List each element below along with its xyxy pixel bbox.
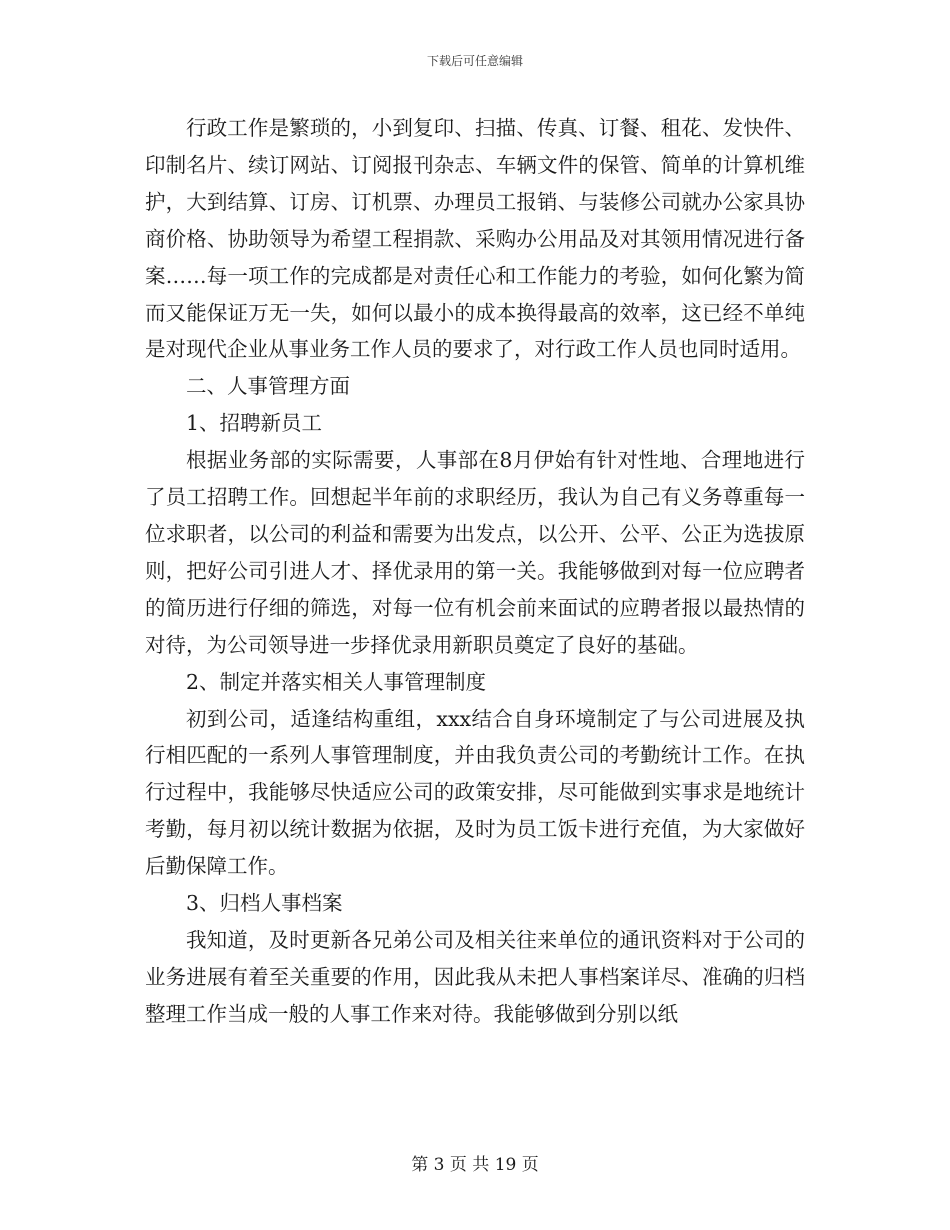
footer-suffix: 页 <box>521 1155 539 1175</box>
subheading-recruitment: 1、招聘新员工 <box>186 411 323 436</box>
footer-total-pages: 19 <box>494 1155 517 1175</box>
document-body <box>145 110 805 1033</box>
footer-prefix: 第 <box>411 1155 429 1175</box>
subheading-hr-policy: 2、制定并落实相关人事管理制度 <box>186 669 487 694</box>
subheading-archives: 3、归档人事档案 <box>186 891 343 916</box>
page-footer <box>0 1154 950 1176</box>
footer-page-number: 3 <box>433 1155 445 1175</box>
paragraph-recruitment: 根据业务部的实际需要，人事部在8月伊始有针对性地、合理地进行了员工招聘工作。回想起半年前的求职经历，我认为自己有义务尊重每一位求职者，以公司的利益和需要为出发点，以公开、公平、公正为选拔原则，把好公司引进人才、择优录用的第一关。我能够做到对每一位应聘者的简历进行仔细的筛选，对每一位有机会前来面试的应聘者报以最热情的对待，为公司领导进一步择优录用新职员奠定了良好的基础。 <box>145 448 805 657</box>
paragraph-archives: 我知道，及时更新各兄弟公司及相关往来单位的通讯资料对于公司的业务进展有着至关重要的作用，因此我从未把人事档案详尽、准确的归档整理工作当成一般的人事工作来对待。我能够做到分别以纸 <box>145 927 805 1026</box>
section-heading-hr: 二、人事管理方面 <box>186 374 350 399</box>
paragraph-admin-work: 行政工作是繁琐的，小到复印、扫描、传真、订餐、租花、发快件、印制名片、续订网站、订阅报刊杂志、车辆文件的保管、简单的计算机维护，大到结算、订房、订机票、办理员工报销、与装修公司就办公家具协商价格、协助领导为希望工程捐款、采购办公用品及对其领用情况进行备案……每一项工作的完成都是对责任心和工作能力的考验，如何化繁为简而又能保证万无一失，如何以最小的成本换得最高的效率，这已经不单纯是对现代企业从事业务工作人员的要求了，对行政工作人员也同时适用。 <box>145 116 805 362</box>
page-header: 下载后可任意编辑 <box>426 54 523 68</box>
footer-middle: 页 共 <box>449 1155 490 1175</box>
paragraph-hr-policy: 初到公司，适逢结构重组，xxx结合自身环境制定了与公司进展及执行相匹配的一系列人事管理制度，并由我负责公司的考勤统计工作。在执行过程中，我能够尽快适应公司的政策安排，尽可能做到实事求是地统计考勤，每月初以统计数据为依据，及时为员工饭卡进行充值，为大家做好后勤保障工作。 <box>145 706 805 879</box>
